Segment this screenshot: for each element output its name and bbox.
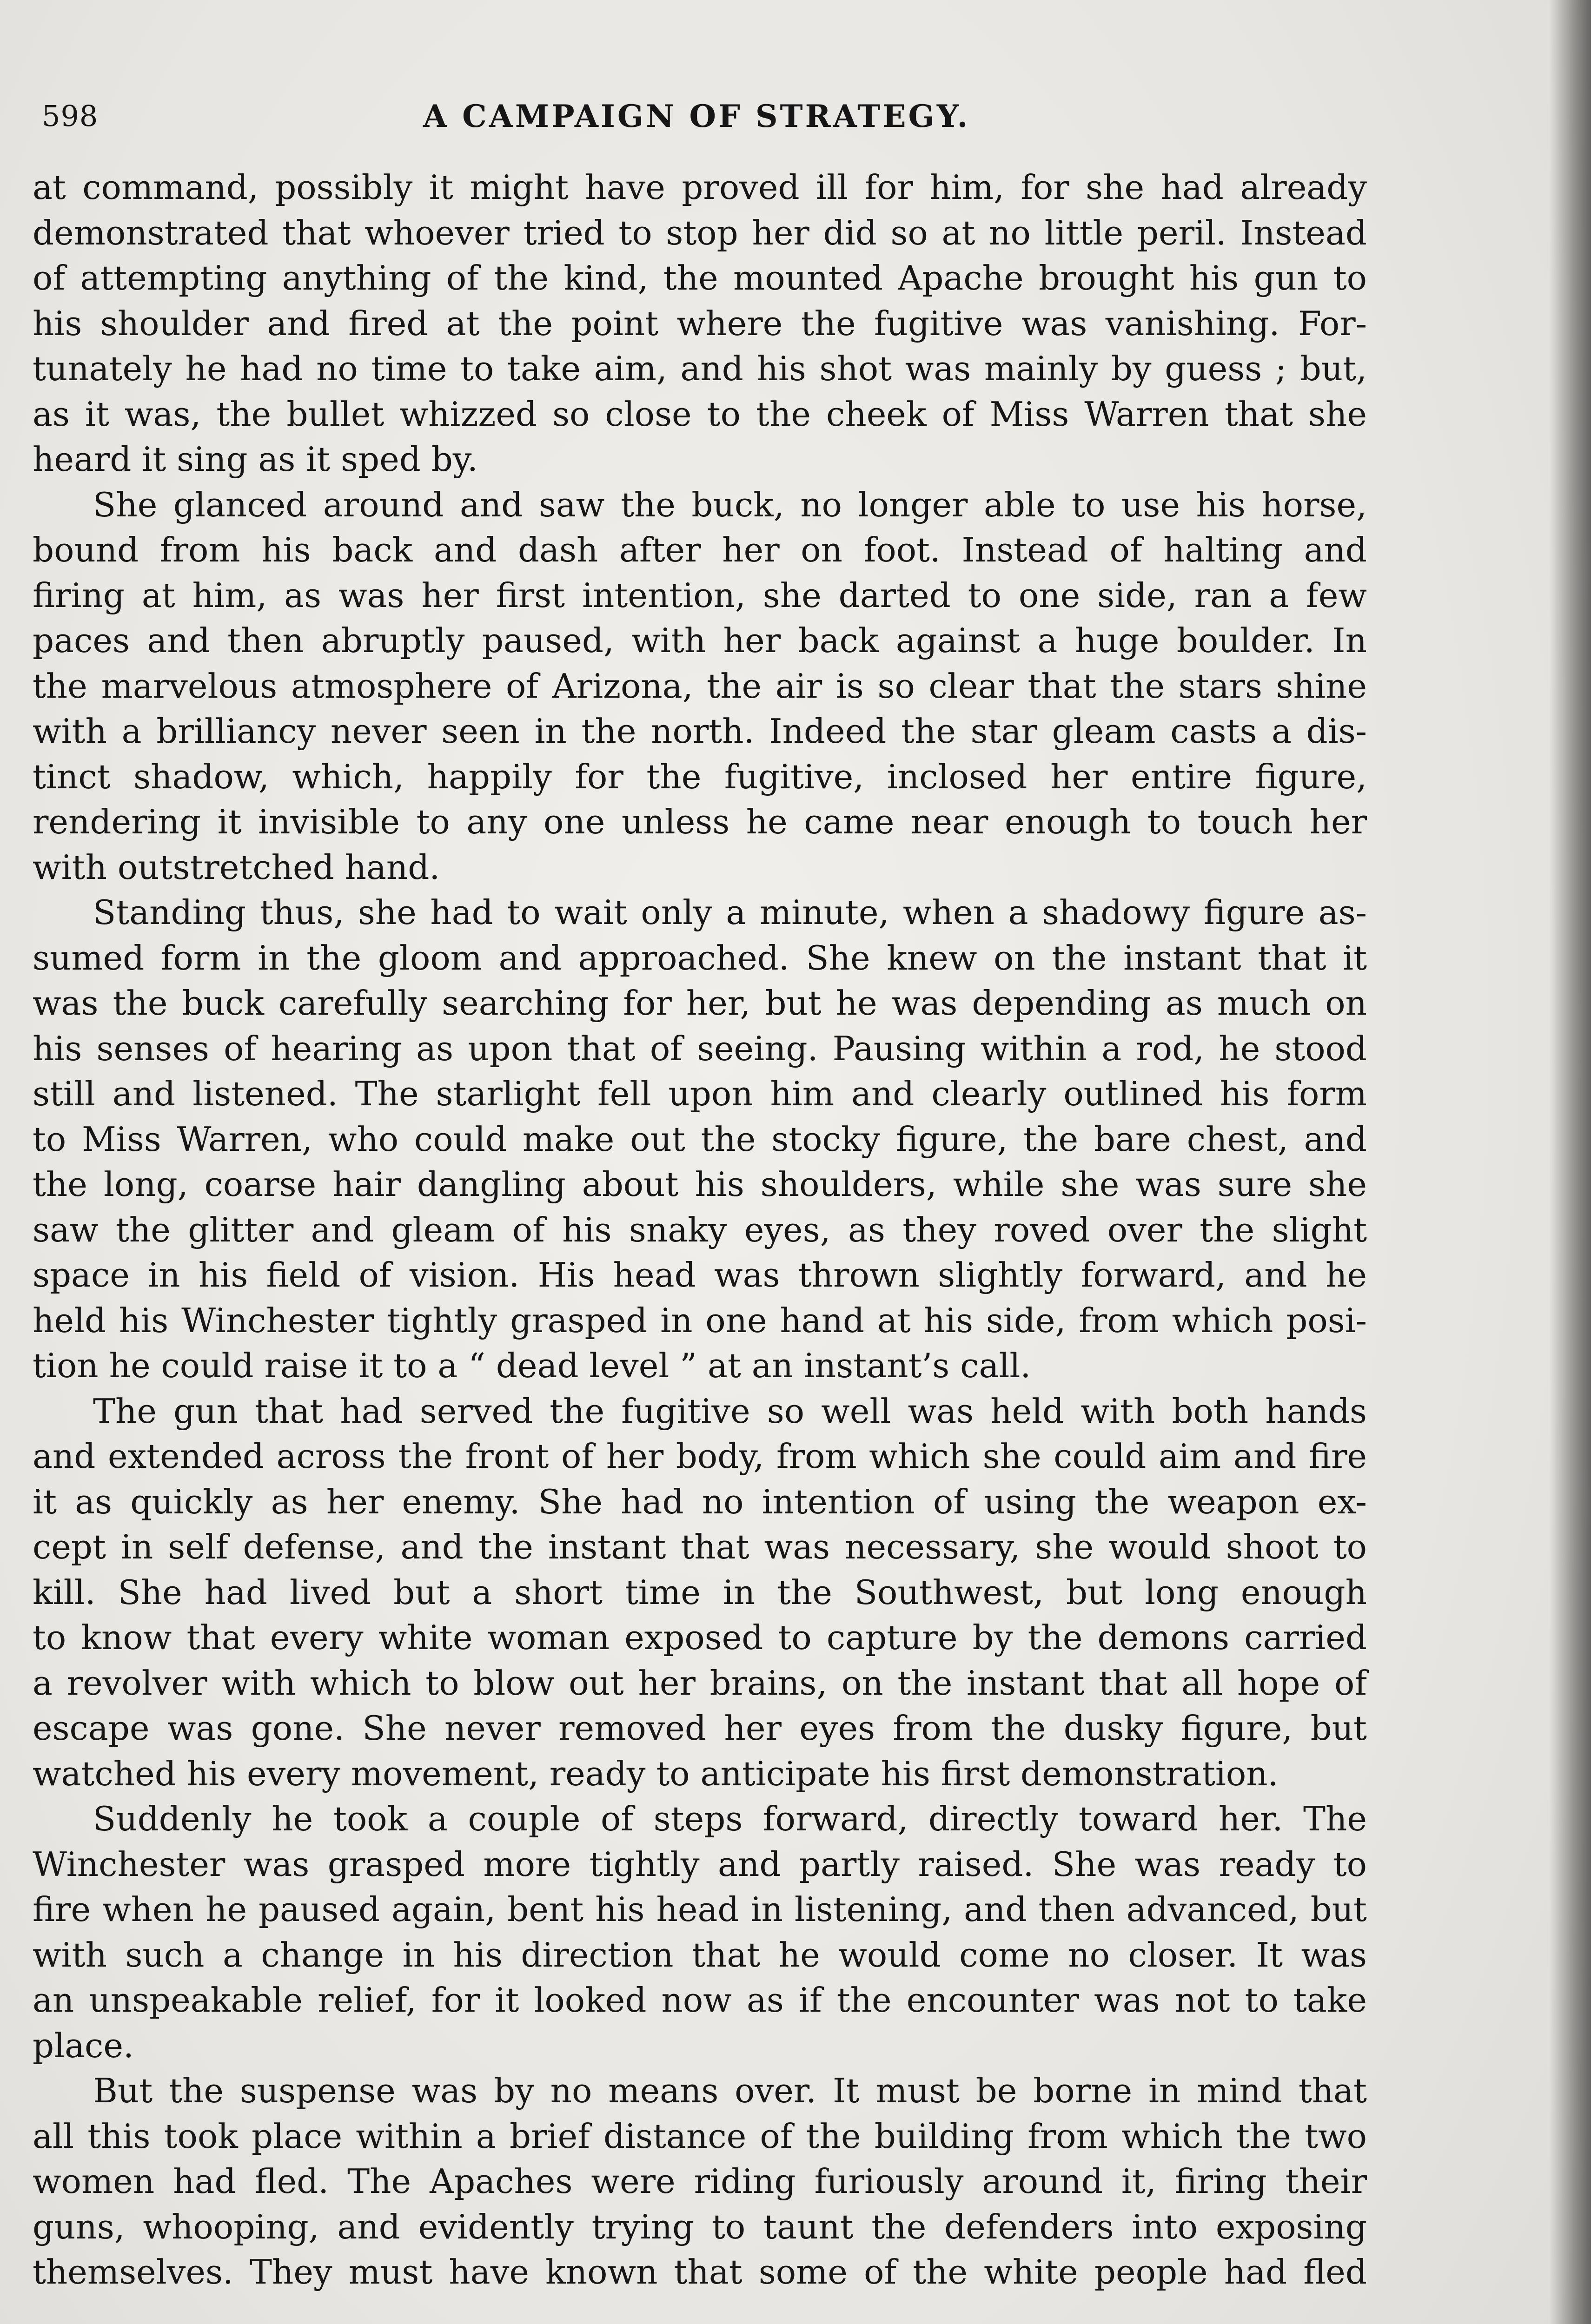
- text-line: all this took place within a brief distance of the building from which the two: [33, 2116, 1367, 2156]
- text-line: an unspeakable relief, for it looked now as if the encounter was not to take: [33, 1981, 1367, 2020]
- text-line: as it was, the bullet whizzed so close to the cheek of Miss Warren that she: [33, 394, 1367, 434]
- spine-shadow: [1549, 0, 1591, 2324]
- text-line: saw the glitter and gleam of his snaky eyes, as they roved over the slight: [33, 1210, 1367, 1249]
- text-line: firing at him, as was her first intention, she darted to one side, ran a few: [33, 575, 1367, 615]
- text-line: Standing thus, she had to wait only a minute, when a shadowy figure as-: [93, 893, 1367, 932]
- text-line: tunately he had no time to take aim, and his shot was mainly by guess ; but,: [33, 349, 1367, 388]
- text-line: to Miss Warren, who could make out the stocky figure, the bare chest, and: [33, 1119, 1367, 1159]
- text-line: But the suspense was by no means over. It must be borne in mind that: [93, 2071, 1367, 2110]
- text-line: with such a change in his direction that he would come no closer. It was: [33, 1935, 1367, 1974]
- text-line: paces and then abruptly paused, with her back against a huge boulder. In: [33, 621, 1367, 660]
- text-line: Winchester was grasped more tightly and partly raised. She was ready to: [33, 1844, 1367, 1884]
- text-line: of attempting anything of the kind, the mounted Apache brought his gun to: [33, 258, 1367, 297]
- text-line: his shoulder and fired at the point where the fugitive was vanishing. For-: [33, 304, 1367, 343]
- running-title: A CAMPAIGN OF STRATEGY.: [423, 98, 970, 134]
- text-line: cept in self defense, and the instant that was necessary, she would shoot to: [33, 1527, 1367, 1566]
- text-line: it as quickly as her enemy. She had no intention of using the weapon ex-: [33, 1482, 1367, 1521]
- text-line: The gun that had served the fugitive so well was held with both hands: [93, 1391, 1367, 1431]
- text-line: sumed form in the gloom and approached. She knew on the instant that it: [33, 938, 1367, 977]
- text-line: She glanced around and saw the buck, no longer able to use his horse,: [93, 485, 1367, 524]
- text-line: demonstrated that whoever tried to stop her did so at no little peril. Instead: [33, 213, 1367, 252]
- text-line: a revolver with which to blow out her brains, on the instant that all hope of: [33, 1663, 1367, 1703]
- text-line: rendering it invisible to any one unless he came near enough to touch her: [33, 802, 1367, 841]
- text-line: and extended across the front of her body, from which she could aim and fire: [33, 1437, 1367, 1476]
- text-line: escape was gone. She never removed her eyes from the dusky figure, but: [33, 1709, 1367, 1748]
- text-line: was the buck carefully searching for her, but he was depending as much on: [33, 984, 1367, 1023]
- text-line: his senses of hearing as upon that of seeing. Pausing within a rod, he stood: [33, 1029, 1367, 1068]
- text-line: guns, whooping, and evidently trying to taunt the defenders into exposing: [33, 2207, 1367, 2246]
- text-line: the marvelous atmosphere of Arizona, the air is so clear that the stars shine: [33, 666, 1367, 706]
- text-line: themselves. They must have known that some of the white people had fled: [33, 2252, 1367, 2291]
- page-header: [42, 95, 1390, 137]
- text-line: with a brilliancy never seen in the north. Indeed the star gleam casts a dis-: [33, 712, 1367, 751]
- text-line: still and listened. The starlight fell upon him and clearly outlined his form: [33, 1074, 1367, 1113]
- body-text: [33, 165, 1367, 2295]
- text-line: at command, possibly it might have proved ill for him, for she had already: [33, 168, 1367, 207]
- text-line: kill. She had lived but a short time in the Southwest, but long enough: [33, 1572, 1367, 1612]
- text-line: fire when he paused again, bent his head in listening, and then advanced, but: [33, 1890, 1367, 1929]
- text-line: heard it sing as it sped by.: [33, 440, 478, 479]
- text-line: space in his field of vision. His head was thrown slightly forward, and he: [33, 1255, 1367, 1294]
- text-line: watched his every movement, ready to anticipate his first demonstration.: [33, 1754, 1279, 1793]
- page-number: 598: [42, 99, 99, 133]
- text-line: place.: [33, 2026, 134, 2065]
- text-line: with outstretched hand.: [33, 847, 440, 887]
- text-line: tinct shadow, which, happily for the fugitive, inclosed her entire figure,: [33, 757, 1367, 796]
- text-line: bound from his back and dash after her on foot. Instead of halting and: [33, 530, 1367, 569]
- text-line: held his Winchester tightly grasped in one hand at his side, from which posi-: [33, 1301, 1367, 1340]
- text-line: tion he could raise it to a “ dead level ” at an instant’s call.: [33, 1346, 1031, 1385]
- text-line: the long, coarse hair dangling about his shoulders, while she was sure she: [33, 1165, 1367, 1204]
- text-line: Suddenly he took a couple of steps forward, directly toward her. The: [93, 1799, 1367, 1838]
- text-line: to know that every white woman exposed to capture by the demons carried: [33, 1618, 1367, 1657]
- text-line: women had fled. The Apaches were riding furiously around it, firing their: [33, 2162, 1367, 2201]
